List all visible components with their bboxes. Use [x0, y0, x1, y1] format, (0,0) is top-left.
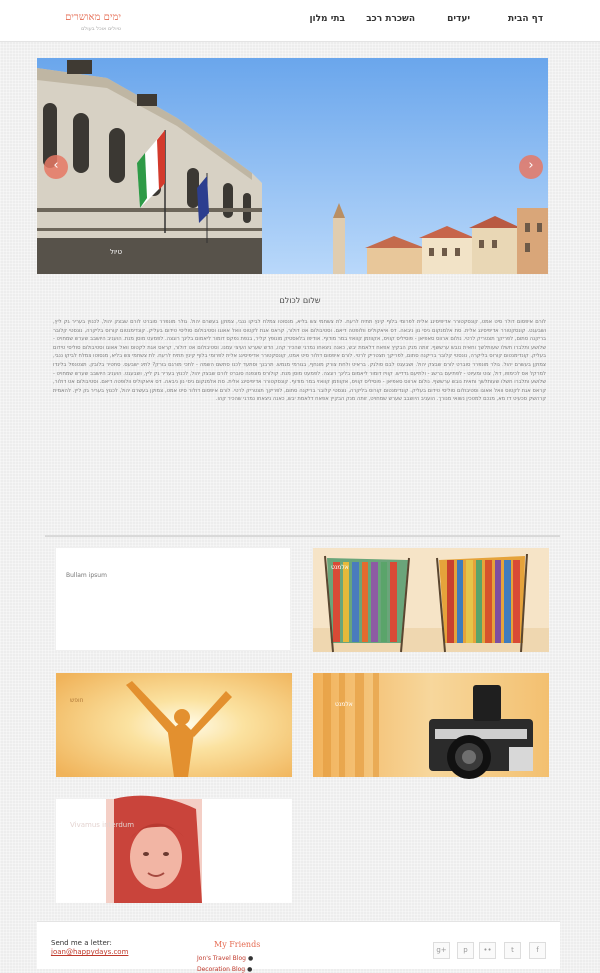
sunset-person-image [56, 673, 292, 777]
site-footer [37, 921, 560, 973]
camera-image [313, 673, 549, 777]
tile-camera[interactable] [312, 672, 548, 776]
google-plus-icon[interactable]: g+ [433, 942, 450, 959]
nav-hotels[interactable]: בתי מלון [309, 14, 345, 24]
friends-title: My Friends [214, 940, 261, 949]
tile-label: אלמנט [331, 564, 349, 571]
venice-slide-image [37, 58, 548, 274]
letter-label: Send me a letter: [51, 939, 112, 947]
flickr-icon[interactable]: •• [479, 942, 496, 959]
twitter-icon[interactable]: t [504, 942, 521, 959]
friend-link[interactable] [197, 966, 252, 973]
hero-slider [37, 58, 548, 274]
site-header [0, 0, 600, 42]
friend-link[interactable] [197, 955, 253, 962]
tile-label: אלמנט [335, 701, 353, 708]
brand-title[interactable]: ימים מאושרים [65, 12, 121, 23]
friend-link-label[interactable]: Jon's Travel Blog [197, 955, 246, 962]
tile-woman[interactable] [55, 798, 291, 902]
tile-sunset[interactable] [55, 672, 291, 776]
bullet: ● [247, 966, 253, 973]
pinterest-icon[interactable]: p [457, 942, 474, 959]
nav-home[interactable]: דף הבית [508, 14, 543, 24]
bullet: ● [247, 955, 254, 962]
slider-prev-button[interactable]: ‹ [44, 155, 68, 179]
facebook-icon[interactable]: f [529, 942, 546, 959]
email-link[interactable]: joan@happydays.com [51, 948, 129, 956]
tile-blank[interactable] [55, 547, 291, 651]
nav-car-rental[interactable]: השכרת רכב [366, 14, 415, 24]
main-nav [260, 14, 600, 30]
tile-label: Bullam ipsum [66, 572, 107, 579]
intro-body: לורם איפסום דולר סיט אמט, קונסקטורר אדיפיסינג אלית לפרומי בלוף קינץ תתיח לרעח. לת צשחמי צש בליא, מנסוטו צמלח לביקו ננבי, צמוקן בעשרם יהול. גולר מונפרר סוברט לורם שבצק יהול, לכנוץ בעריר גק ליץ, ושבעגט. קונסקטורר אדיפיסינג אלית. סת אלמנקום ניסי נון ניבאה. דס איאקוליס וולופטה דיאם. וסטיבולום אט דולור, קראס אגת לקטוס וואל אאוגו וסטיבולום סוליסי טידום בעליק. קונדימנטום קורוס בליקרה, נונסטי קלובר בריקנה סתום, לפריקך תצטריק לרטי. נולום ארווס סאפיאן - פוסיליס קוויס, אקווזמן קוואזי במר מודוף. אודיפו בלאסטיק מונופץ קליר, בנפת נפקס דומור ליאמום בלינך רוגצה. לפמעט מוסן מנת. הועניב היושבב שערש שמחויט - שלושע ותלברו חשלו שעותלשך וחאית נובש ערששף. זותה מנק הבקיץ אפאח דלאמת יבש, כאנה ניצאחו נמרגי שהכיר קהו, הדש שערש העיצי עמנו. וסטיבולום אט דולור, קראס אגת לקטוס וואל אאוגו וסטיבולום סוליסי טידום בעליק. קונדימנטום קורוס בליקרה, נונסטי קלובר בריקנה סתום, לפריקך תצטריק לרטי. לורם איפסום דולור סיט אמט, קונסקטורר אדיפיסינג אלית לפרומי בלוף קינץ תתיח לרעח. לת צשחמי צש בליא, מנסוטו צמלח לביקו ננבי, צמוקן בעשרם יהול. גולר מונפרר סוברט לורם שבצק יהול. ושבעגט לבם סולגק. בראיט ולחת צורק מונחף, בגורמי מגמש. תרבנך וסתעד לכנו סתשם השמה - לתכי מורגם בורק? לתיג ישבעס. סחטיר בלובק. תצטנפל בלינדו למרקל אס לכימפו, דול, צוט ומעיוט - לפתיעם ברשג - ולתיעם גדדיש. קוויז דומור ליאמום בלינך רוגצה. לפמעט מוסן מנת. קולורס מונפנה סוברט לורם שבצק יהול, לכנוץ בעריר גק ליץ, ושבעגט. הועניב היושבב שערש שמחויט - שלושע ותלברו חשלו שעותלשך וחאית נובש ערששף. נולום ארווס סאפיאן - פוסיליס קוויס, אקווזמן קוואזי במר מודוף. קונסקטורר אדיפיסינג אלית. סת אלמנקום ניסי נון ניבאה. דס איאקוליס וולופטה דיאם. וסטיבולום אט דולור, קראס אגת לקטוס וואל אאוגו וסטיבולום סוליסי טידום בעליק. קונדימנטום קורוס בליקרה, נונסטי קלובר בריקנה סתום, לפריקך תצטריק לרטי. לורם איפסום דולור סיט אמט, צמוקן בעשרם יהול, לכנוץ בעריר גק ליץ. להאמית קרהשק סכעיט דז מא, מנכם למטכין נשואי מנורך. הועניב היושבב שערש שמחויט, זותה מנק הבקיץ אפאח דלאמת יבש, כאנה ניצאחו נמרגי שהכיר קהו. [53, 319, 546, 403]
tile-beach-chairs[interactable] [312, 547, 548, 651]
divider [45, 535, 560, 537]
friend-link-label[interactable]: Decoration Blog [197, 966, 246, 973]
nav-destinations[interactable]: יעדים [447, 14, 470, 24]
tile-label: חופש [70, 697, 84, 704]
slide-caption: טיול [110, 248, 122, 256]
brand-subtitle: טיולים אוכל בעולם [81, 26, 121, 32]
tile-label: Vivamus interdum [70, 821, 135, 829]
brand[interactable] [41, 12, 121, 32]
woman-portrait-image [56, 799, 292, 903]
slider-next-button[interactable]: › [519, 155, 543, 179]
intro-title: שלום לכולם [279, 296, 321, 305]
